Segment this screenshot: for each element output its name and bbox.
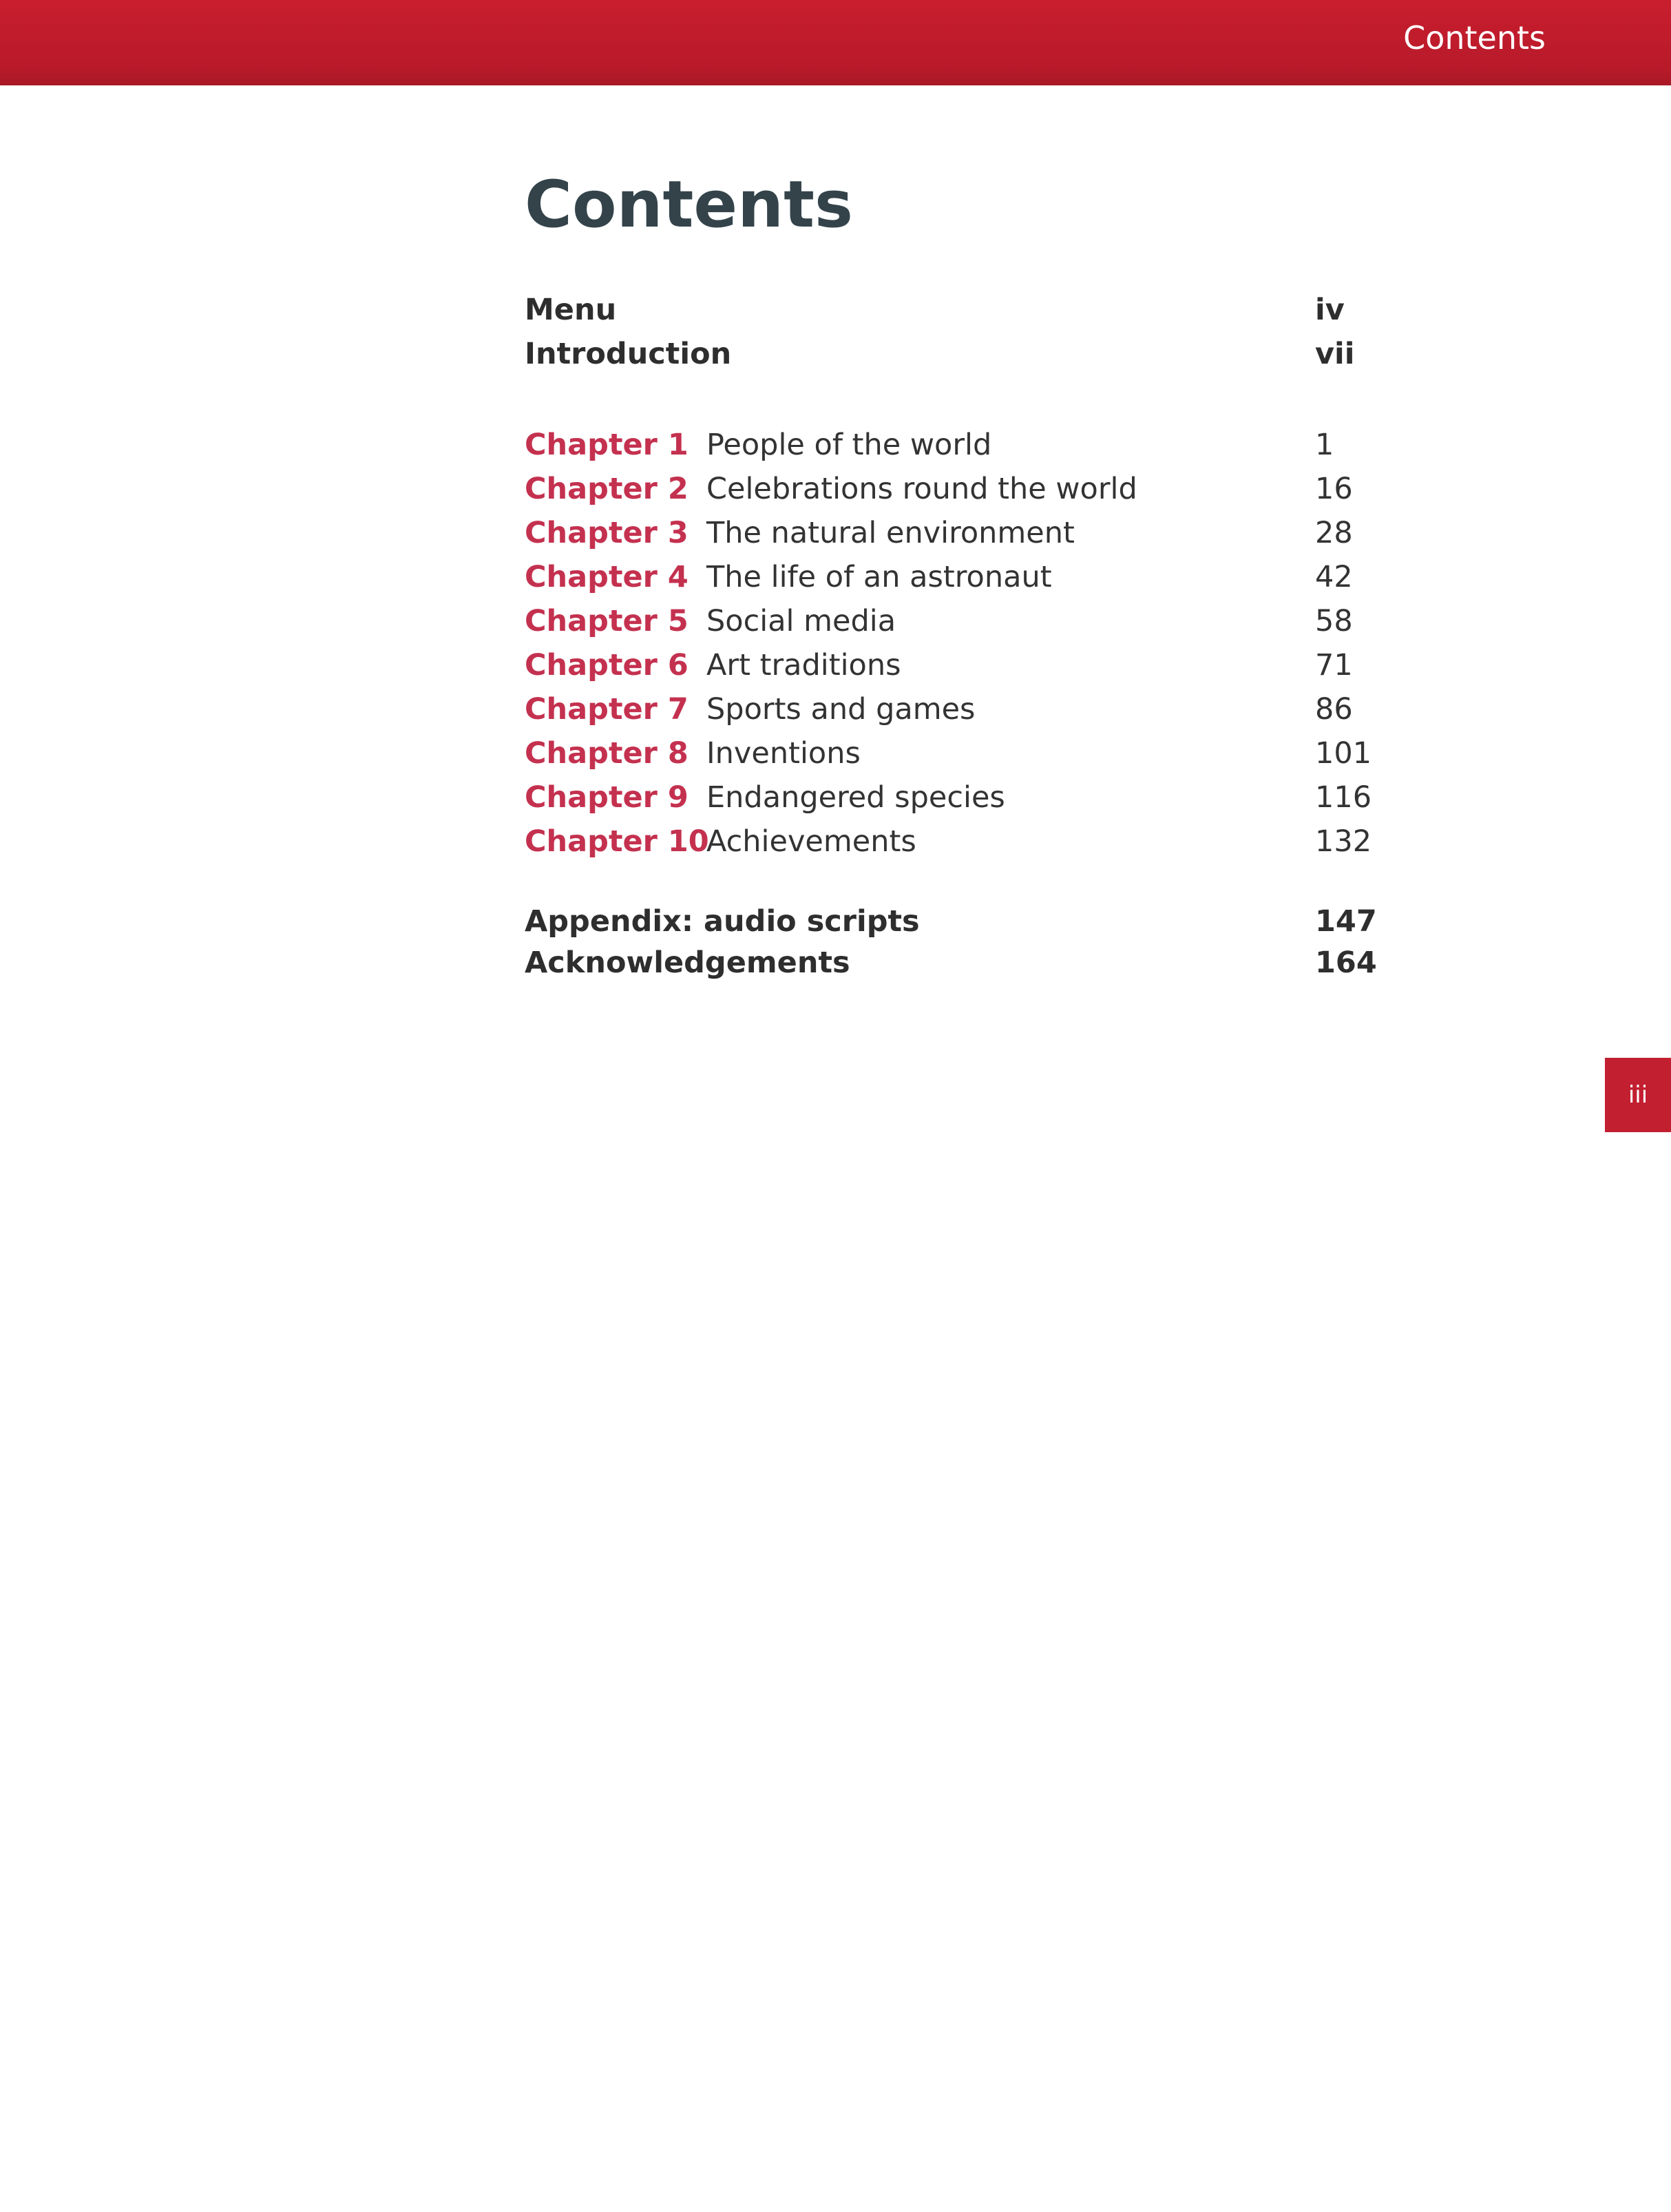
toc-row-chapter-2[interactable]: [525, 467, 1365, 511]
chapter-title: Sports and games: [706, 692, 976, 727]
toc-row-chapter-3[interactable]: [525, 511, 1365, 555]
toc-row-chapter-6[interactable]: [525, 643, 1365, 687]
toc-row-chapter-10[interactable]: [525, 820, 1372, 864]
chapter-label: Chapter 7: [525, 692, 689, 727]
chapter-label: Chapter 1: [525, 428, 689, 462]
page-number-tab: [1605, 1058, 1671, 1132]
toc-row-appendix[interactable]: [525, 899, 1377, 943]
running-header-title: Contents: [1403, 19, 1546, 56]
toc-row-menu[interactable]: [525, 288, 1365, 332]
toc-row-chapter-5[interactable]: [525, 599, 1365, 643]
toc-page-number: 164: [1315, 946, 1377, 980]
toc-page-number: iv: [1315, 293, 1345, 327]
toc-row-acknowledgements[interactable]: [525, 941, 1377, 985]
chapter-label: Chapter 3: [525, 516, 689, 550]
chapter-label: Chapter 10: [525, 824, 709, 859]
toc-entry-label: Introduction: [525, 337, 732, 371]
toc-page-number: 132: [1315, 824, 1372, 859]
chapter-label: Chapter 2: [525, 472, 689, 506]
chapter-title: People of the world: [706, 428, 992, 462]
chapter-label: Chapter 8: [525, 736, 689, 771]
chapter-label: Chapter 4: [525, 560, 689, 594]
chapter-label: Chapter 6: [525, 648, 689, 682]
toc-page-number: 86: [1315, 692, 1353, 727]
chapter-title: Social media: [706, 604, 896, 638]
header-band: [0, 0, 1671, 85]
chapter-title: Inventions: [706, 736, 861, 771]
page-title: Contents: [525, 167, 853, 242]
toc-row-introduction[interactable]: [525, 332, 1365, 376]
page-number: iii: [1628, 1081, 1648, 1109]
toc-page-number: 71: [1315, 648, 1353, 682]
chapter-title: Endangered species: [706, 780, 1005, 815]
toc-page-number: 58: [1315, 604, 1353, 638]
toc-row-chapter-7[interactable]: [525, 687, 1365, 731]
chapter-label: Chapter 5: [525, 604, 689, 638]
chapter-title: The life of an astronaut: [706, 560, 1052, 594]
toc-entry-label: Menu: [525, 293, 617, 327]
chapter-title: The natural environment: [706, 516, 1075, 550]
toc-page-number: vii: [1315, 337, 1355, 371]
toc-page-number: 147: [1315, 904, 1377, 939]
chapter-title: Celebrations round the world: [706, 472, 1137, 506]
toc-page-number: 28: [1315, 516, 1353, 550]
toc-page-number: 116: [1315, 780, 1372, 815]
chapter-label: Chapter 9: [525, 780, 689, 815]
toc-page-number: 42: [1315, 560, 1353, 594]
toc-row-chapter-9[interactable]: [525, 775, 1372, 820]
toc-page-number: 1: [1315, 428, 1334, 462]
toc-row-chapter-1[interactable]: [525, 423, 1365, 467]
chapter-title: Art traditions: [706, 648, 901, 682]
toc-row-chapter-4[interactable]: [525, 555, 1365, 599]
toc-page-number: 16: [1315, 472, 1353, 506]
toc-entry-label: Acknowledgements: [525, 946, 850, 980]
toc-row-chapter-8[interactable]: [525, 731, 1372, 775]
toc-page-number: 101: [1315, 736, 1372, 771]
chapter-title: Achievements: [706, 824, 916, 859]
toc-entry-label: Appendix: audio scripts: [525, 904, 920, 939]
